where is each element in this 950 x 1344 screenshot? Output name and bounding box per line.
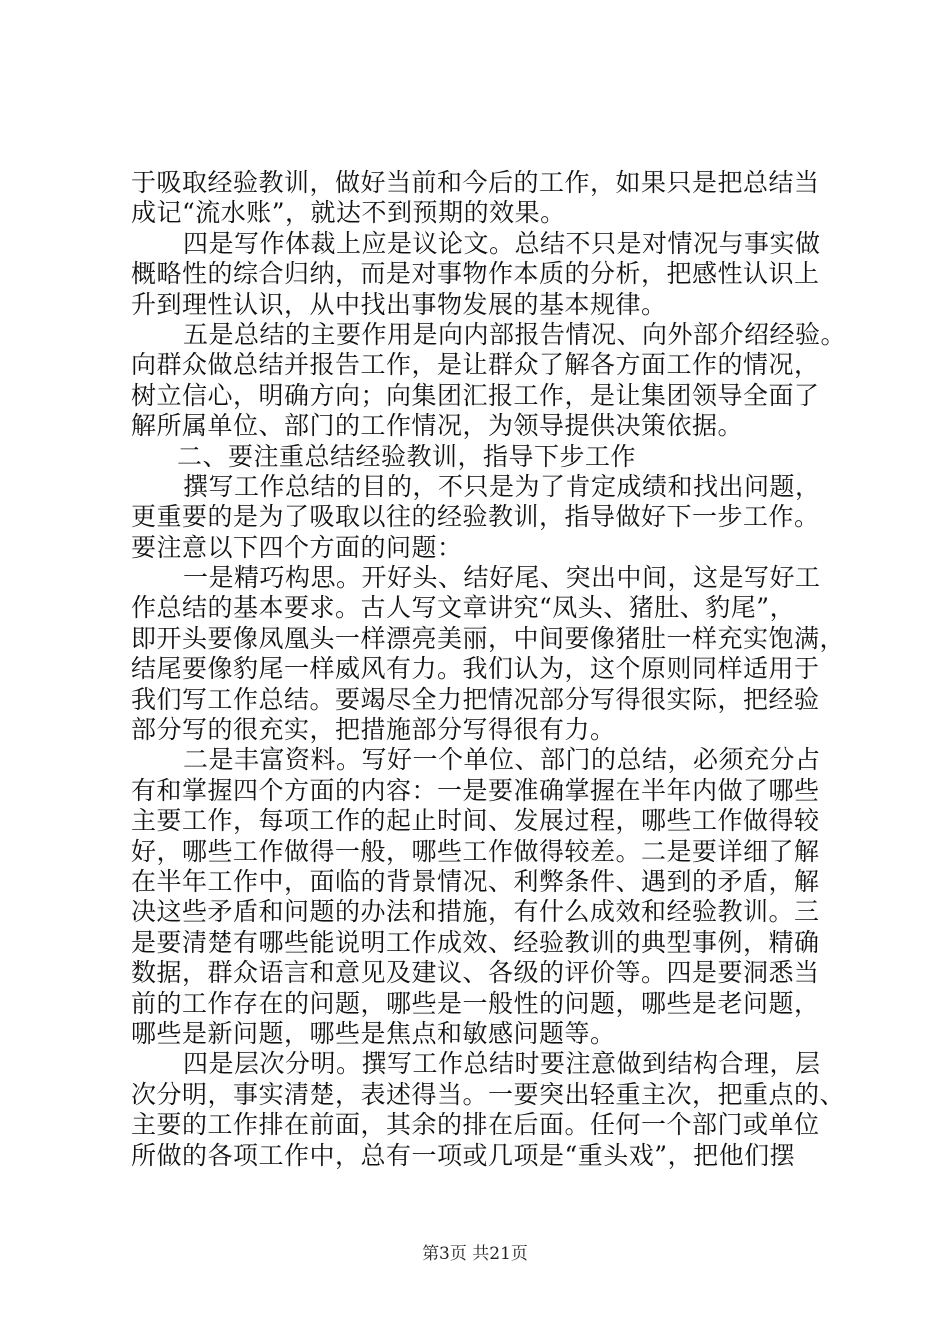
text-line: 决这些矛盾和问题的办法和措施，有什么成效和经验教训。三	[131, 897, 820, 927]
text-line: 我们写工作总结。要竭尽全力把情况部分写得很实际，把经验	[131, 684, 820, 714]
text-line: 作总结的基本要求。古人写文章讲究“凤头、猪肚、豹尾”，	[131, 593, 796, 623]
page-number-footer: 第3页 共21页	[422, 1244, 528, 1264]
paragraph-start: 五是总结的主要作用是向内部报告情况、向外部介绍经验。	[183, 319, 847, 349]
text-line: 结尾要像豹尾一样威风有力。我们认为，这个原则同样适用于	[131, 654, 820, 684]
text-line: 升到理性认识，从中找出事物发展的基本规律。	[131, 289, 667, 319]
paragraph-start: 一是精巧构思。开好头、结好尾、突出中间，这是写好工	[183, 563, 821, 593]
text-line: 向群众做总结并报告工作，是让群众了解各方面工作的情况，	[131, 350, 820, 380]
text-line: 更重要的是为了吸取以往的经验教训，指导做好下一步工作。	[131, 502, 820, 532]
text-line: 所做的各项工作中，总有一项或几项是“重头戏”，把他们摆	[131, 1140, 796, 1170]
text-line: 成记“流水账”，就达不到预期的效果。	[131, 198, 566, 228]
text-line: 哪些是新问题，哪些是焦点和敏感问题等。	[131, 1018, 616, 1048]
text-line: 次分明，事实清楚，表述得当。一要突出轻重主次，把重点的、	[131, 1079, 846, 1109]
text-line: 有和掌握四个方面的内容：一是要准确掌握在半年内做了哪些	[131, 775, 820, 805]
paragraph-start: 四是层次分明。撰写工作总结时要注意做到结构合理，层	[183, 1049, 821, 1079]
paragraph-start: 撰写工作总结的目的，不只是为了肯定成绩和找出问题，	[183, 471, 821, 501]
text-line: 要注意以下四个方面的问题：	[131, 532, 463, 562]
text-line: 主要工作，每项工作的起止时间、发展过程，哪些工作做得较	[131, 806, 820, 836]
text-line: 前的工作存在的问题，哪些是一般性的问题，哪些是老问题，	[131, 988, 820, 1018]
text-line: 树立信心，明确方向；向集团汇报工作，是让集团领导全面了	[131, 380, 820, 410]
text-line: 即开头要像凤凰头一样漂亮美丽，中间要像猪肚一样充实饱满，	[131, 623, 846, 653]
section-heading: 二、要注重总结经验教训，指导下步工作	[177, 441, 637, 471]
text-line: 是要清楚有哪些能说明工作成效、经验教训的典型事例，精确	[131, 927, 820, 957]
text-line: 解所属单位、部门的工作情况，为领导提供决策依据。	[131, 411, 744, 441]
text-line: 在半年工作中，面临的背景情况、利弊条件、遇到的矛盾，解	[131, 866, 820, 896]
text-line: 部分写的很充实，把措施部分写得很有力。	[131, 715, 616, 745]
document-body	[131, 168, 847, 1171]
paragraph-start: 二是丰富资料。写好一个单位、部门的总结，必须充分占	[183, 745, 821, 775]
text-line: 数据，群众语言和意见及建议、各级的评价等。四是要洞悉当	[131, 958, 820, 988]
text-line: 好，哪些工作做得一般，哪些工作做得较差。二是要详细了解	[131, 836, 820, 866]
text-line: 主要的工作排在前面，其余的排在后面。任何一个部门或单位	[131, 1110, 820, 1140]
text-line: 于吸取经验教训，做好当前和今后的工作，如果只是把总结当	[131, 168, 820, 197]
paragraph-start: 四是写作体裁上应是议论文。总结不只是对情况与事实做	[183, 228, 821, 258]
text-line: 概略性的综合归纳，而是对事物作本质的分析，把感性认识上	[131, 259, 820, 289]
